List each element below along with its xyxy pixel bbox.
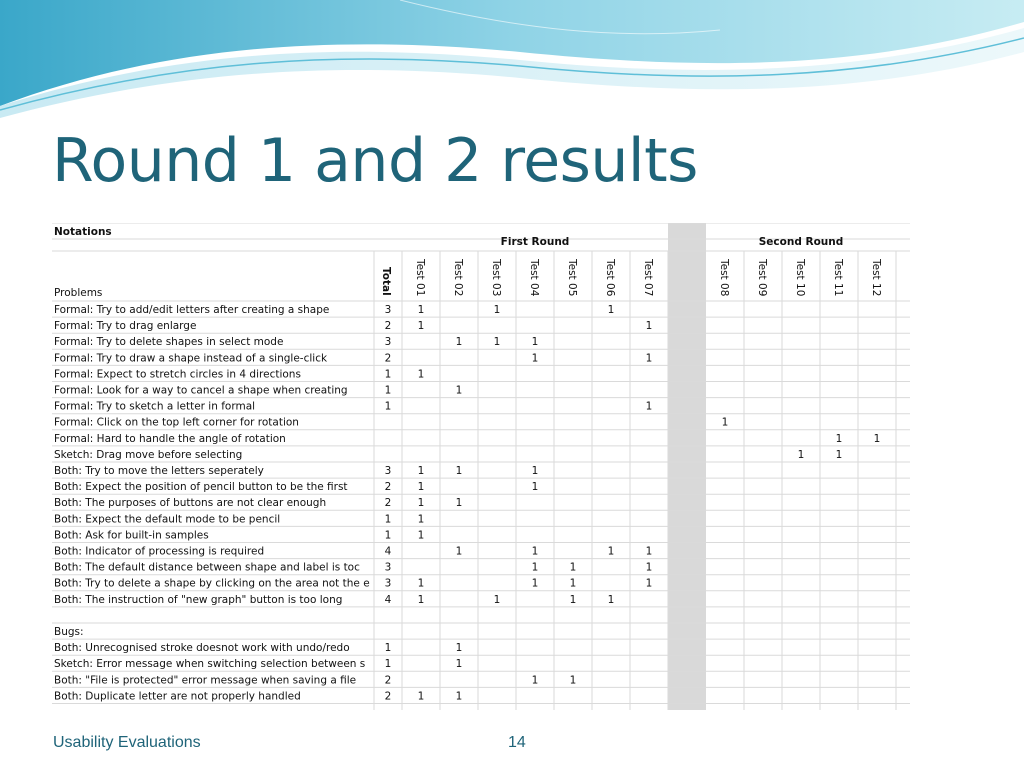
test-header: Test 05	[566, 259, 578, 297]
problem-label: Formal: Try to drag enlarge	[54, 320, 197, 333]
second-round-cell: 1	[721, 416, 729, 429]
first-round-cell: 1	[455, 465, 463, 477]
first-round-cell: 1	[455, 642, 463, 655]
first-round-cell: 1	[531, 465, 539, 477]
total-cell: 2	[384, 481, 392, 494]
first-round-cell: 1	[645, 352, 653, 365]
first-round-cell: 1	[645, 561, 653, 574]
problems-label: Problems	[54, 287, 103, 299]
first-round-cell: 1	[417, 320, 425, 333]
test-header: Test 02	[452, 259, 464, 297]
first-round-cell: 1	[417, 304, 425, 316]
second-round-cell: 1	[797, 448, 805, 461]
first-round-cell: 1	[607, 545, 615, 558]
first-round-cell: 1	[455, 690, 463, 703]
problem-label: Formal: Try to draw a shape instead of a single-click	[54, 352, 328, 365]
total-cell: 2	[384, 674, 392, 687]
first-round-cell: 1	[531, 577, 539, 590]
total-cell: 3	[384, 561, 392, 574]
first-round-cell: 1	[531, 545, 539, 558]
total-cell: 1	[384, 658, 392, 671]
total-cell: 1	[384, 529, 392, 542]
first-round-cell: 1	[417, 593, 425, 606]
test-header: Test 12	[870, 259, 882, 297]
problem-label: Sketch: Drag move before selecting	[54, 448, 243, 461]
problem-label: Formal: Expect to stretch circles in 4 directions	[54, 368, 301, 381]
first-round-cell: 1	[493, 593, 501, 606]
first-round-cell: 1	[569, 674, 577, 687]
test-header: Test 09	[756, 259, 768, 297]
total-cell: 1	[384, 368, 392, 381]
total-cell: 4	[384, 593, 392, 606]
second-round-label: Second Round	[758, 236, 844, 248]
test-header: Test 07	[642, 259, 654, 297]
first-round-cell: 1	[607, 304, 615, 316]
problem-label: Both: "File is protected" error message when saving a file	[54, 674, 357, 687]
first-round-cell: 1	[455, 545, 463, 558]
total-cell: 4	[384, 545, 392, 558]
total-cell: 3	[384, 336, 392, 349]
total-cell: 1	[384, 642, 392, 655]
first-round-cell: 1	[417, 497, 425, 510]
first-round-cell: 1	[531, 352, 539, 365]
test-header: Test 04	[528, 259, 540, 297]
first-round-cell: 1	[493, 304, 501, 316]
problem-label: Bugs:	[54, 626, 84, 638]
problem-label: Both: The default distance between shape and label is toc	[54, 561, 360, 574]
first-round-cell: 1	[531, 674, 539, 687]
problem-label: Both: Indicator of processing is required	[54, 545, 265, 558]
problem-label: Formal: Try to delete shapes in select mode	[54, 336, 284, 349]
first-round-cell: 1	[417, 690, 425, 703]
problem-label: Both: Ask for built-in samples	[54, 529, 209, 542]
first-round-cell: 1	[645, 400, 653, 413]
total-cell: 1	[384, 513, 392, 526]
problem-label: Both: The purposes of buttons are not clear enough	[54, 497, 327, 510]
footer-label: Usability Evaluations	[53, 734, 201, 751]
results-spreadsheet	[52, 223, 910, 710]
first-round-cell: 1	[455, 336, 463, 349]
first-round-cell: 1	[645, 545, 653, 558]
total-header: Total	[380, 267, 392, 296]
total-cell: 2	[384, 320, 392, 333]
first-round-cell: 1	[569, 561, 577, 574]
test-header: Test 06	[604, 259, 616, 297]
first-round-cell: 1	[569, 593, 577, 606]
first-round-cell: 1	[417, 513, 425, 526]
problem-label: Both: The instruction of "new graph" button is too long	[54, 593, 343, 606]
first-round-cell: 1	[417, 529, 425, 542]
total-cell: 3	[384, 577, 392, 590]
second-round-cell: 1	[835, 448, 843, 461]
total-cell: 2	[384, 690, 392, 703]
first-round-cell: 1	[607, 593, 615, 606]
problem-label: Both: Try to move the letters seperately	[54, 465, 264, 477]
problem-label: Formal: Try to sketch a letter in formal	[54, 400, 256, 413]
notations-label: Notations	[54, 226, 112, 238]
first-round-cell: 1	[417, 465, 425, 477]
separator-column	[668, 223, 706, 710]
first-round-cell: 1	[417, 577, 425, 590]
test-header: Test 01	[414, 259, 426, 297]
first-round-cell: 1	[531, 481, 539, 494]
first-round-cell: 1	[531, 336, 539, 349]
test-header: Test 11	[832, 259, 844, 297]
first-round-label: First Round	[500, 236, 570, 248]
first-round-cell: 1	[455, 384, 463, 397]
first-round-cell: 1	[455, 497, 463, 510]
problem-label: Both: Unrecognised stroke doesnot work with undo/redo	[54, 642, 350, 655]
problem-label: Formal: Hard to handle the angle of rotation	[54, 432, 286, 445]
page-number: 14	[508, 734, 526, 751]
problem-label: Both: Expect the default mode to be pencil	[54, 513, 281, 526]
first-round-cell: 1	[531, 561, 539, 574]
second-round-cell: 1	[835, 432, 843, 445]
problem-label: Formal: Look for a way to cancel a shape when creating	[54, 384, 348, 397]
header-wave-decoration	[0, 0, 1024, 120]
first-round-cell: 1	[417, 481, 425, 494]
second-round-cell: 1	[873, 432, 881, 445]
total-cell: 2	[384, 352, 392, 365]
first-round-cell: 1	[645, 577, 653, 590]
problem-label: Both: Duplicate letter are not properly handled	[54, 690, 301, 703]
test-header: Test 10	[794, 259, 806, 297]
first-round-cell: 1	[493, 336, 501, 349]
total-cell: 1	[384, 400, 392, 413]
test-header: Test 03	[490, 259, 502, 297]
problem-label: Sketch: Error message when switching selection between s	[54, 658, 366, 671]
problem-label: Formal: Click on the top left corner for rotation	[54, 416, 299, 429]
problem-label: Both: Try to delete a shape by clicking on the area not the e	[54, 577, 370, 590]
first-round-cell: 1	[455, 658, 463, 671]
total-cell: 2	[384, 497, 392, 510]
first-round-cell: 1	[645, 320, 653, 333]
first-round-cell: 1	[569, 577, 577, 590]
slide-title: Round 1 and 2 results	[52, 126, 698, 196]
problem-label: Formal: Try to add/edit letters after creating a shape	[54, 304, 330, 316]
first-round-cell: 1	[417, 368, 425, 381]
test-header: Test 08	[718, 259, 730, 297]
total-cell: 3	[384, 465, 392, 477]
total-cell: 1	[384, 384, 392, 397]
problem-label: Both: Expect the position of pencil button to be the first	[54, 481, 348, 494]
total-cell: 3	[384, 304, 392, 316]
